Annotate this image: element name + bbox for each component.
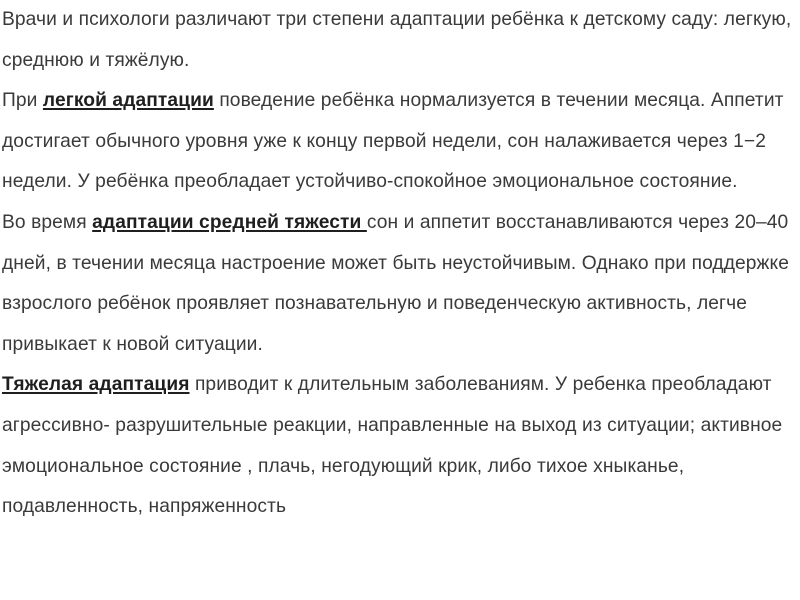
term-medium-adaptation: адаптации средней тяжести bbox=[92, 211, 367, 233]
term-heavy-adaptation: Тяжелая адаптация bbox=[2, 374, 190, 396]
paragraph-intro bbox=[2, 0, 798, 81]
medium-prefix: Во время bbox=[2, 211, 93, 233]
paragraph-light-adaptation bbox=[2, 81, 798, 203]
intro-text: Врачи и психологи различают три степени адаптации ребёнка к детскому саду: легкую, среднюю и тяжёлую. bbox=[2, 9, 792, 71]
paragraph-heavy-adaptation bbox=[2, 365, 798, 527]
light-text: поведение ребёнка нормализуется в течении месяца. Аппетит достигает обычного уровня уже к концу первой недели, сон налаживается через 1−2 недели. У ребёнка преобладает устойчиво-спокойное эмоциональное состояние. bbox=[2, 90, 784, 193]
term-light-adaptation: легкой адаптации bbox=[42, 90, 214, 112]
medium-text: сон и аппетит восстанавливаются через 20–40 дней, в течении месяца настроение может быть неустойчивым. Однако при поддержке взрослого ребёнок проявляет познавательную и поведенческую активность, легче привыкает к новой ситуации. bbox=[2, 211, 789, 355]
paragraph-medium-adaptation bbox=[2, 203, 798, 365]
slide-text-body bbox=[2, 0, 798, 528]
light-prefix: При bbox=[2, 90, 43, 112]
heavy-text: приводит к длительным заболеваниям. У ребенка преобладают агрессивно- разрушительные реакции, направленные на выход из ситуации; активное эмоциональное состояние , плачь, негодующий крик, либо тихое хныканье, подавленность, напряженность bbox=[2, 374, 783, 518]
